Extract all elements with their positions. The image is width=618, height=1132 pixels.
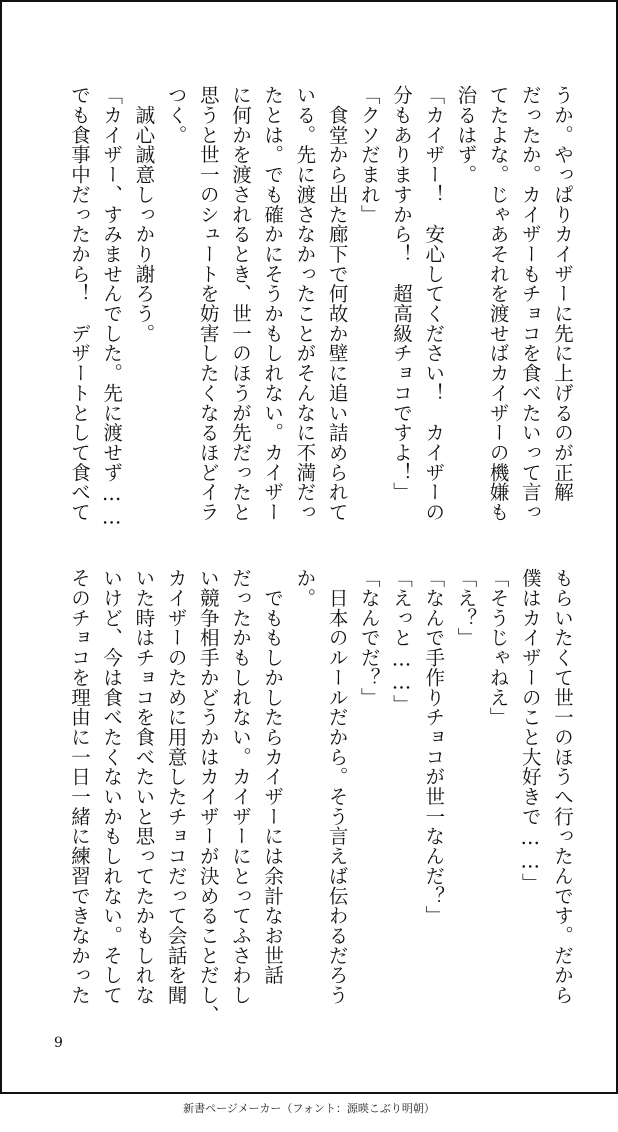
text-line: 誠心誠意しっかり謝ろう。 (132, 85, 156, 344)
text-line: 治るはず。 (454, 85, 478, 185)
text-line: いる。先に渡さなかったことがそんなに不満だっ (293, 85, 317, 522)
text-line: てたよな。じゃあそれを渡せばカイザーの機嫌も (486, 85, 510, 522)
text-line: いた時はチョコを食べたいと思ってたかもしれな (132, 568, 156, 1005)
text-line: もらいたくて世一のほうへ行ったんです。だから (551, 568, 574, 1005)
text-line: 「そうじゃねえ」 (486, 568, 510, 727)
text-line: 僕はカイザーのこと大好きで……」 (518, 568, 542, 893)
text-line: 分もありますから！ 超高級チョコですよ！」 (389, 85, 413, 502)
text-line: でも食事中だったから！ デザートとして食べて (67, 85, 91, 522)
page-number: 9 (54, 1035, 63, 1051)
text-line: カイザーのために用意したチョコだって会話を聞 (164, 568, 188, 1005)
text-line: だったかもしれない。カイザーにとってふさわし (228, 568, 252, 1005)
text-line: でももしかしたらカイザーには余計なお世話 (261, 568, 285, 985)
text-line: 日本のルールだから。そう言えば伝わるだろう (325, 568, 349, 1005)
text-line: 「クソだまれ」 (357, 85, 381, 224)
text-line: 「なんで手作りチョコが世一なんだ？」 (422, 568, 446, 926)
text-line: い競争相手かどうかはカイザーが決めることだし、 (196, 568, 220, 1025)
text-line: に何かを渡されるとき、世一のほうが先だったと (228, 85, 252, 522)
text-line: 「なんでだ？」 (357, 568, 381, 707)
text-line: そのチョコを理由に一日一緒に練習できなかった (67, 568, 91, 1005)
text-line: か。 (293, 568, 317, 608)
text-line: だったか。カイザーもチョコを食べたいって言っ (518, 85, 542, 522)
text-line: 「え？」 (454, 568, 478, 648)
text-line: 思うと世一のシュートを妨害したくなるほどイラ (196, 85, 220, 522)
text-line: 「えっと……」 (389, 568, 413, 714)
text-line: いけど、今は食べたくないかもしれない。そして (100, 568, 124, 1005)
lower-text-column (63, 568, 578, 1025)
text-line: 「カイザー！ 安心してください！ カイザーの (422, 85, 446, 522)
text-line: 食堂から出た廊下で何故か壁に追い詰められて (325, 85, 349, 522)
text-line: つく。 (164, 85, 188, 145)
text-line: 「カイザー、すみませんでした。先に渡せず…… (100, 85, 124, 529)
text-line: たとは。でも確かにそうかもしれない。カイザー (261, 85, 285, 522)
text-line: うか。やっぱりカイザーに先に上げるのが正解 (551, 85, 574, 502)
upper-text-column (63, 85, 578, 529)
footer-credit: 新書ページメーカー（フォント：源暎こぶり明朝） (183, 1102, 435, 1115)
